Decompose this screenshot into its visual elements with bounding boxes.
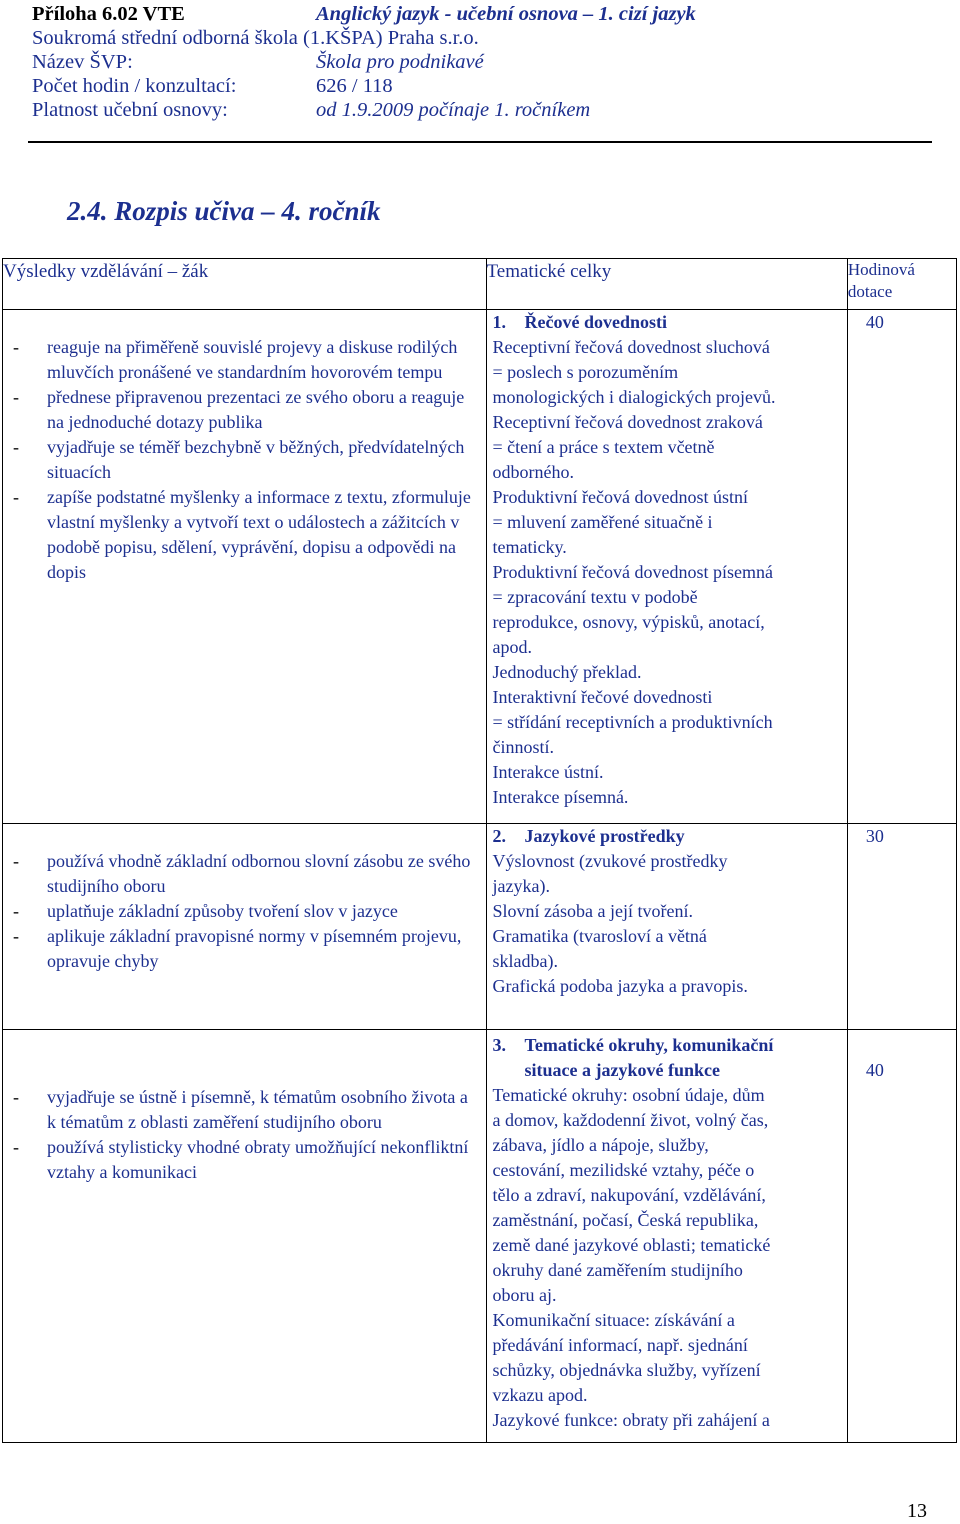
section-number: 2. [492,826,506,846]
content-line: tematicky. [492,537,567,557]
list-item: - zapíše podstatné myšlenky a informace z textu, zformuluje vlastní myšlenky a vytvoří text o událostech a zážitcích v podobě popisu, sdělení, vyprávění, dopisu a odpovědi na dopis [3,485,486,585]
header-divider [28,141,932,143]
content-lines-section-1 [487,335,847,810]
hours-value-section-1: 40 [865,312,884,332]
content-line: vzkazu apod. [492,1385,588,1405]
content-cell-section-2 [486,824,847,1030]
svp-value: Škola pro podnikavé [316,51,484,73]
section-heading-1 [487,310,847,335]
svp-label: Název ŠVP: [32,51,133,73]
school-name: Soukromá střední odborná škola (1.KŠPA) Praha s.r.o. [32,27,479,49]
content-line: Tematické okruhy: osobní údaje, dům [492,1085,765,1105]
content-line: Jazykové funkce: obraty při zahájení a [492,1410,770,1430]
content-line: Slovní zásoba a její tvoření. [492,901,693,921]
outcomes-list-section-3 [3,1085,486,1185]
list-item: - používá stylisticky vhodné obraty umožňující nekonfliktní vztahy a komunikaci [3,1135,486,1185]
list-item: - reaguje na přiměřeně souvislé projevy a diskuse rodilých mluvčích pronášené ve standardním hovorovém tempu [3,335,486,385]
content-line: Interakce písemná. [492,787,629,807]
content-line: Grafická podoba jazyka a pravopis. [492,976,748,996]
content-line: reprodukce, osnovy, výpisků, anotací, [492,612,765,632]
content-line: cestování, mezilidské vztahy, péče o [492,1160,755,1180]
section-title: 2.4. Rozpis učiva – 4. ročník [67,196,381,226]
section-heading-2 [487,824,847,849]
content-line: = střídání receptivních a produktivních [492,712,773,732]
list-item: - přednese připravenou prezentaci ze svého oboru a reaguje na jednoduché dotazy publika [3,385,486,435]
content-cell-section-1 [486,310,847,824]
content-line: tělo a zdraví, nakupování, vzdělávání, [492,1185,766,1205]
list-item: - uplatňuje základní způsoby tvoření slov v jazyce [3,899,486,924]
content-line: Interaktivní řečové dovednosti [492,687,713,707]
section-title-text: Jazykové prostředky [524,826,685,846]
validity-value: od 1.9.2009 počínaje 1. ročníkem [316,99,591,121]
section-number: 1. [492,312,506,332]
section-title-line1: Tematické okruhy, komunikační [524,1035,774,1055]
table-row [3,1030,957,1443]
header-row-appendix [32,2,932,26]
table-row [3,824,957,1030]
hours-value-section-3: 40 [865,1060,884,1080]
content-line: Komunikační situace: získávání a [492,1310,735,1330]
col-header-outcomes: Výsledky vzdělávání – žák [3,259,487,310]
content-line: okruhy dané zaměřením studijního [492,1260,743,1280]
content-line: Produktivní řečová dovednost ústní [492,487,748,507]
hours-label: Počet hodin / konzultací: [32,75,237,97]
section-title-line2: situace a jazykové funkce [524,1060,720,1080]
table-header-row [3,259,957,310]
hours-cell-section-3 [847,1030,956,1443]
section-number: 3. [492,1035,506,1055]
header-row-validity [32,98,932,122]
header-row-svp [32,50,932,74]
header-row-hours [32,74,932,98]
col-header-hours [847,259,956,310]
appendix-label: Příloha 6.02 VTE [32,3,185,25]
hours-value-section-2: 30 [865,826,884,846]
content-cell-section-3 [486,1030,847,1443]
section-title-text: Řečové dovednosti [524,312,667,332]
content-line: = zpracování textu v podobě [492,587,698,607]
content-line: zábava, jídlo a nápoje, služby, [492,1135,709,1155]
content-line: předávání informací, např. sjednání [492,1335,748,1355]
content-line: země dané jazykové oblasti; tematické [492,1235,771,1255]
outcomes-list-section-2 [3,849,486,974]
list-item: - aplikuje základní pravopisné normy v písemném projevu, opravuje chyby [3,924,486,974]
content-line: monologických i dialogických projevů. [492,387,776,407]
content-line: jazyka). [492,876,550,896]
hours-cell-section-1 [847,310,956,824]
col-header-topics: Tematické celky [486,259,847,310]
content-line: = poslech s porozuměním [492,362,679,382]
content-line: odborného. [492,462,574,482]
list-item: - používá vhodně základní odbornou slovní zásobu ze svého studijního oboru [3,849,486,899]
outcomes-list-section-1 [3,335,486,585]
curriculum-table [2,258,957,1443]
validity-label: Platnost učební osnovy: [32,99,228,121]
content-line: = čtení a práce s textem včetně [492,437,715,457]
content-line: činností. [492,737,554,757]
document-header [32,2,932,122]
content-line: skladba). [492,951,558,971]
outcomes-cell-section-3 [3,1030,487,1443]
content-line: apod. [492,637,532,657]
content-line: schůzky, objednávka služby, vyřízení [492,1360,761,1380]
content-line: Výslovnost (zvukové prostředky [492,851,728,871]
hours-cell-section-2 [847,824,956,1030]
content-line: Jednoduchý překlad. [492,662,642,682]
content-line: zaměstnání, počasí, Česká republika, [492,1210,759,1230]
content-line: Produktivní řečová dovednost písemná [492,562,773,582]
col-header-hours-line2: dotace [847,282,893,301]
content-line: = mluvení zaměřené situačně i [492,512,713,532]
section-heading-3 [487,1033,847,1083]
content-lines-section-3 [487,1083,847,1433]
outcomes-cell-section-2 [3,824,487,1030]
list-item: - vyjadřuje se ústně i písemně, k tématům osobního života a k tématům z oblasti zaměření studijního oboru [3,1085,486,1135]
col-header-hours-line1: Hodinová [847,260,915,279]
outcomes-cell-section-1 [3,310,487,824]
content-lines-section-2 [487,849,847,999]
subject-title: Anglický jazyk - učební osnova – 1. cizí jazyk [316,3,696,25]
content-line: Receptivní řečová dovednost zraková [492,412,763,432]
hours-value: 626 / 118 [316,75,393,97]
table-row [3,310,957,824]
content-line: Receptivní řečová dovednost sluchová [492,337,770,357]
content-line: oboru aj. [492,1285,557,1305]
page-number: 13 [907,1500,927,1522]
content-line: Gramatika (tvarosloví a větná [492,926,707,946]
content-line: Interakce ústní. [492,762,604,782]
list-item: - vyjadřuje se téměř bezchybně v běžných, předvídatelných situacích [3,435,486,485]
content-line: a domov, každodenní život, volný čas, [492,1110,769,1130]
